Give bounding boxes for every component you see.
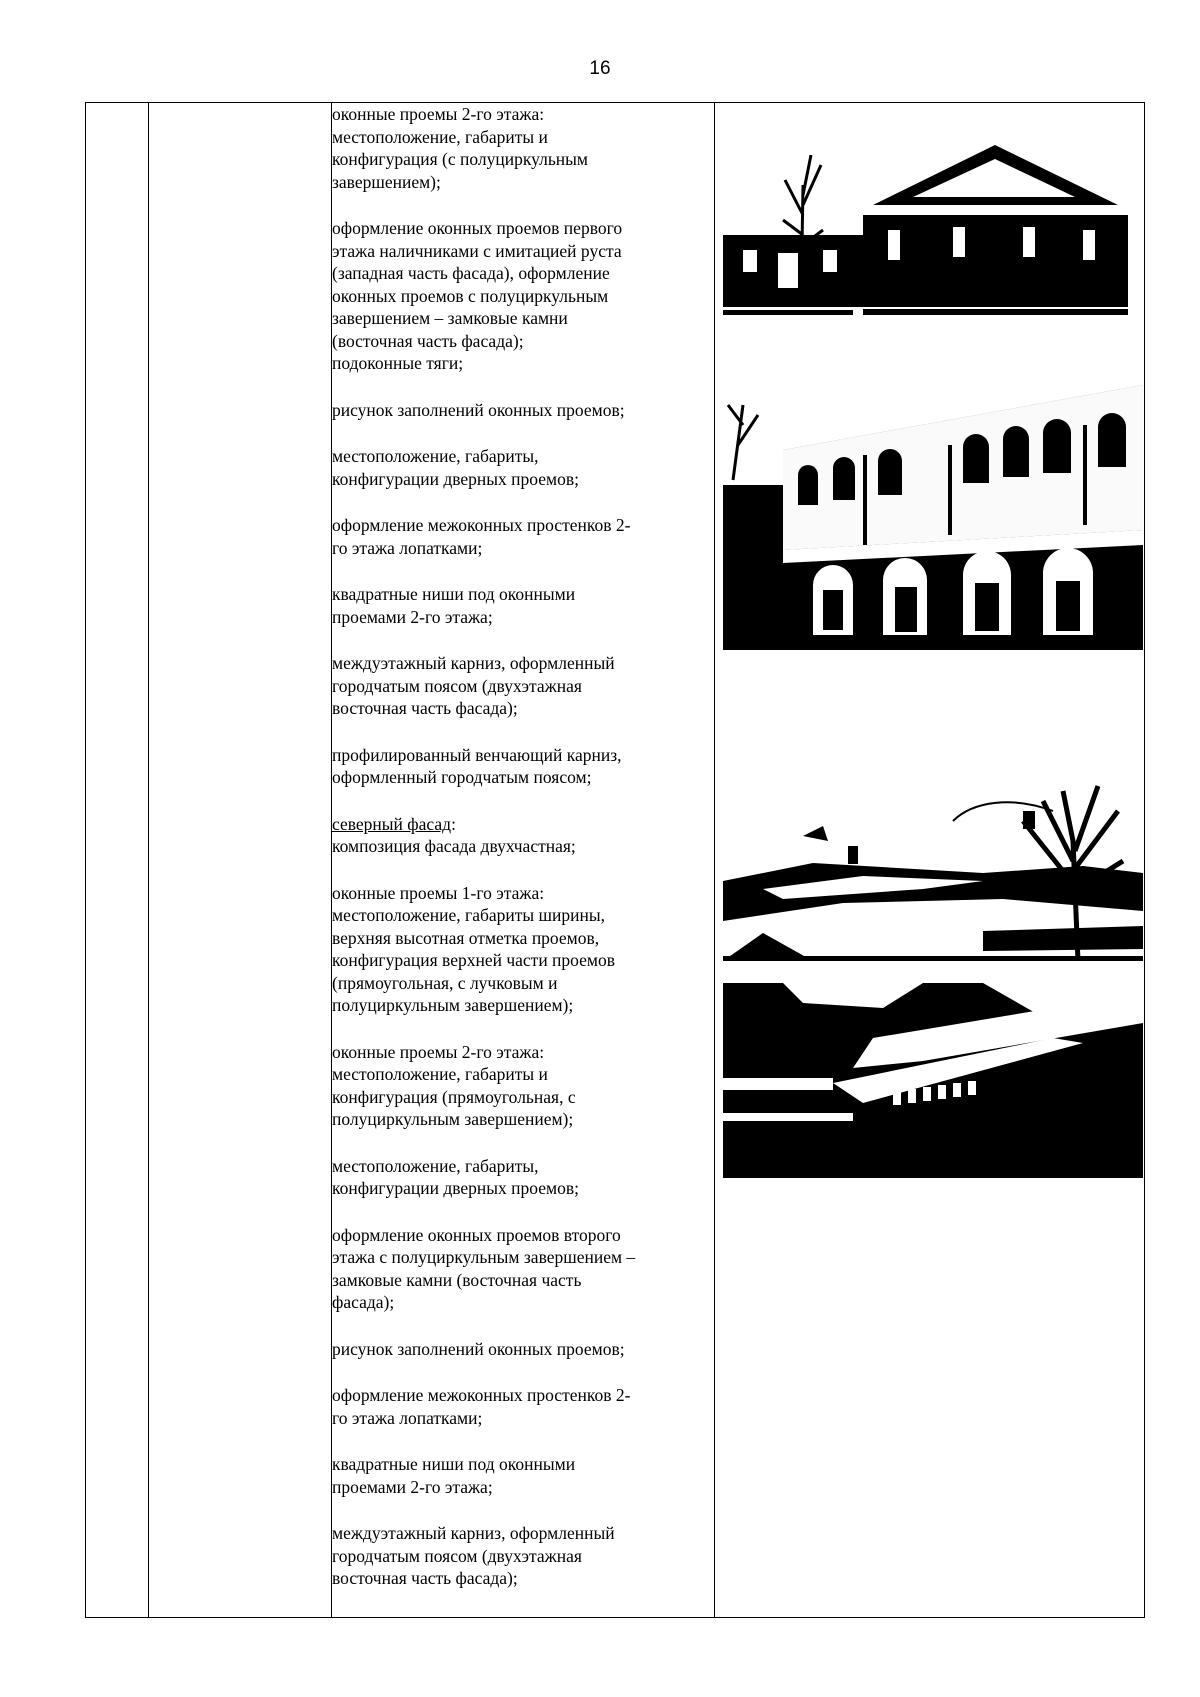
photo-north-facade-roofs (723, 781, 1143, 961)
photo-north-facade-side (723, 983, 1143, 1188)
photo-building-east-facade (723, 125, 1143, 320)
section-heading: северный фасад: (332, 813, 456, 834)
text-line: проемами 2-го этажа; (332, 606, 493, 627)
text-paragraph (332, 514, 714, 559)
text-line: проемами 2-го этажа; (332, 1476, 493, 1497)
text-paragraph (332, 583, 714, 628)
text-line: го этажа лопатками; (332, 537, 483, 558)
text-paragraph (332, 399, 714, 422)
text-line: городчатым поясом (двухэтажная (332, 675, 582, 696)
text-paragraph (332, 882, 714, 1017)
text-line: местоположение, габариты и (332, 126, 548, 147)
text-line: (восточная часть фасада); (332, 330, 524, 351)
text-line: этажа наличниками с имитацией руста (332, 240, 622, 261)
text-line: оформление оконных проемов второго (332, 1224, 621, 1245)
text-line: конфигурации дверных проемов; (332, 468, 579, 489)
page-number: 16 (589, 58, 611, 79)
text-line: конфигурация (прямоугольная, с (332, 1086, 576, 1107)
text-line: этажа с полуциркульным завершением – (332, 1247, 636, 1267)
text-line: конфигурации дверных проемов; (332, 1178, 579, 1198)
photo-building-arched-windows (723, 365, 1143, 650)
text-line: местоположение, габариты ширины, (332, 905, 605, 925)
text-line: фасада); (332, 1292, 395, 1312)
text-line: рисунок заполнений оконных проемов; (332, 1338, 625, 1359)
text-line: междуэтажный карниз, оформленный (332, 653, 615, 673)
text-line: оформление оконных проемов первого (332, 218, 623, 238)
text-line: оконных проемов с полуциркульным (332, 285, 609, 306)
text-line: восточная часть фасада); (332, 1568, 518, 1588)
text-line: местоположение, габариты, (332, 446, 539, 466)
text-line: местоположение, габариты и (332, 1064, 548, 1084)
text-paragraph (332, 445, 714, 490)
text-paragraph (332, 1453, 714, 1498)
text-paragraph (332, 1384, 714, 1429)
text-paragraph (332, 1522, 714, 1590)
text-paragraph (332, 352, 714, 375)
text-line: полуциркульным завершением); (332, 1109, 574, 1129)
text-line: верхняя высотная отметка проемов, (332, 927, 600, 948)
text-line: завершением); (332, 171, 441, 192)
text-paragraph (332, 103, 714, 193)
text-paragraph (332, 652, 714, 720)
text-line: композиция фасада двухчастная; (332, 836, 576, 856)
text-line: завершением – замковые камни (332, 308, 568, 328)
table-cell-object (149, 103, 332, 1618)
text-line: замковые камни (восточная часть (332, 1269, 582, 1290)
table-cell-number (86, 103, 149, 1618)
text-paragraph (332, 1224, 714, 1314)
text-paragraph (332, 744, 714, 789)
table-cell-description (332, 103, 715, 1618)
text-line: рисунок заполнений оконных проемов; (332, 399, 625, 420)
text-paragraph (332, 217, 714, 352)
text-line: оформленный городчатым поясом; (332, 767, 592, 787)
text-line: (прямоугольная, с лучковым и (332, 972, 558, 993)
text-line: конфигурация (с полуциркульным (332, 149, 588, 169)
text-paragraph (332, 1155, 714, 1200)
text-line: оконные проемы 2-го этажа: (332, 1041, 545, 1062)
text-line: оформление межоконных простенков 2- (332, 515, 631, 535)
description-text (332, 103, 714, 1590)
text-line: профилированный венчающий карниз, (332, 744, 622, 765)
text-line: междуэтажный карниз, оформленный (332, 1523, 615, 1543)
text-line: оконные проемы 1-го этажа: (332, 882, 545, 903)
document-table (85, 102, 1145, 1618)
text-line: подоконные тяги; (332, 353, 464, 373)
text-paragraph (332, 1338, 714, 1361)
text-line: квадратные ниши под оконными (332, 584, 576, 604)
text-line: (западная часть фасада), оформление (332, 263, 610, 283)
text-line: восточная часть фасада); (332, 698, 518, 718)
text-line: квадратные ниши под оконными (332, 1454, 576, 1474)
text-line: местоположение, габариты, (332, 1155, 539, 1176)
text-line: полуциркульным завершением); (332, 995, 574, 1015)
text-line: го этажа лопатками; (332, 1407, 483, 1428)
text-line: оконные проемы 2-го этажа: (332, 104, 545, 124)
text-line: оформление межоконных простенков 2- (332, 1385, 631, 1405)
text-paragraph (332, 1041, 714, 1131)
table-cell-photos (715, 103, 1145, 1618)
text-line: городчатым поясом (двухэтажная (332, 1545, 582, 1566)
text-line: конфигурация верхней части проемов (332, 950, 615, 970)
text-paragraph (332, 813, 714, 858)
